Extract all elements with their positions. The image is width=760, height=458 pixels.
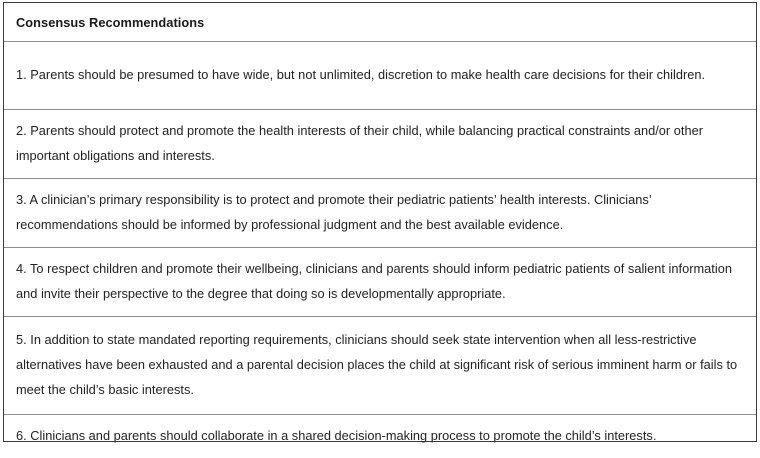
table-row xyxy=(4,415,756,458)
consensus-recommendations-table xyxy=(3,2,757,442)
recommendation-item-5: 5. In addition to state mandated reporting requirements, clinicians should seek state intervention when all less-restrictive alternatives have been exhausted and a parental decision places the child at significant risk of serious imminent harm or fails to meet the child’s basic interests. xyxy=(16,332,738,397)
table-row xyxy=(4,179,756,248)
table-row xyxy=(4,248,756,317)
table-header-row xyxy=(4,3,756,42)
recommendation-item-1: 1. Parents should be presumed to have wide, but not unlimited, discretion to make health care decisions for their children. xyxy=(16,67,706,83)
table-header-title: Consensus Recommendations xyxy=(16,15,205,30)
table-row xyxy=(4,317,756,415)
table-row xyxy=(4,42,756,110)
table-row xyxy=(4,110,756,179)
recommendation-item-6: 6. Clinicians and parents should collaborate in a shared decision-making process to promote the child’s interests. xyxy=(16,427,657,443)
recommendation-item-2: 2. Parents should protect and promote the health interests of their child, while balancing practical constraints and/or other important obligations and interests. xyxy=(16,123,703,164)
recommendation-item-3: 3. A clinician’s primary responsibility is to protect and promote their pediatric patients’ health interests. Clinicians’ recommendations should be informed by professional judgment and the best available evidence. xyxy=(16,192,652,233)
recommendation-item-4: 4. To respect children and promote their wellbeing, clinicians and parents should inform pediatric patients of salient information and invite their perspective to the degree that doing so is developmentally appropriate. xyxy=(16,261,732,302)
